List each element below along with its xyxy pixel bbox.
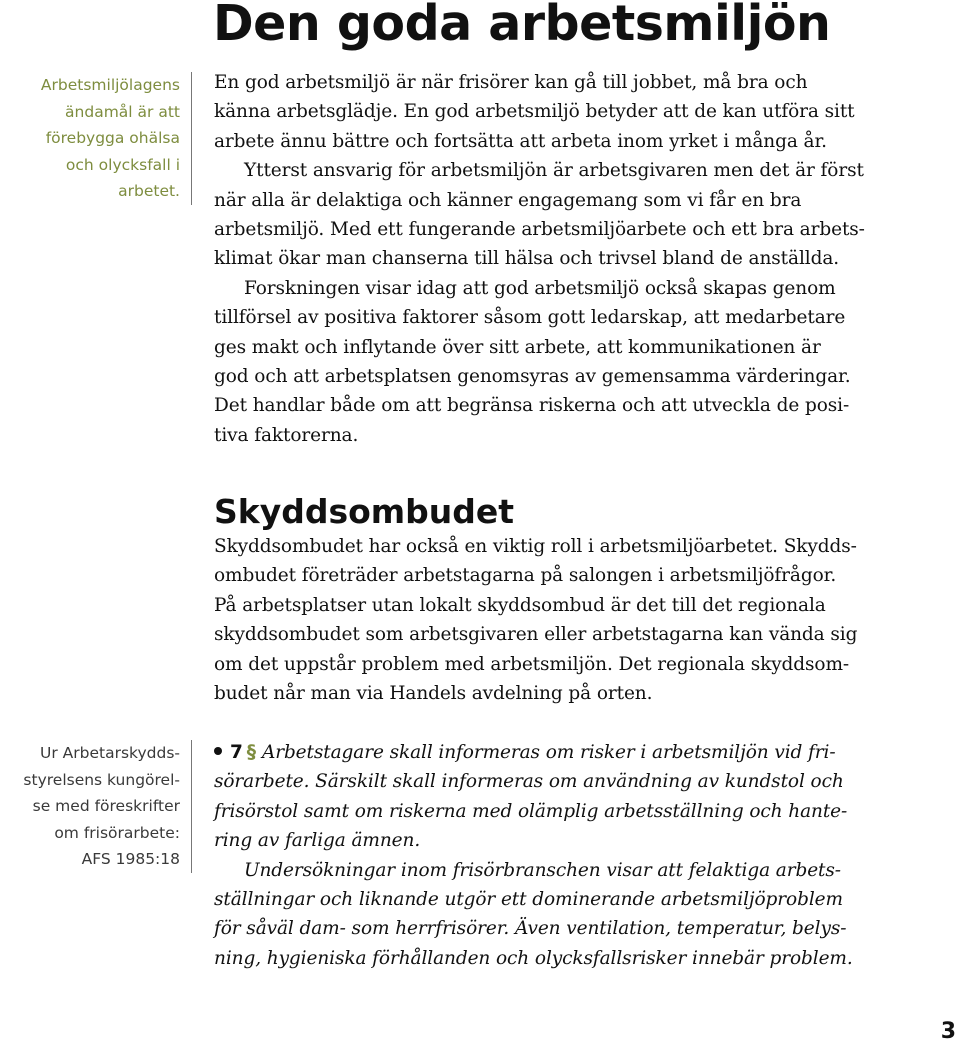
text-line: Ytterst ansvarig för arbetsmiljön är arbetsgivaren men det är först bbox=[244, 160, 864, 182]
text-line: ning, hygieniska förhållanden och olycksfallsrisker innebär problem. bbox=[214, 947, 853, 969]
sidenote-line: AFS 1985:18 bbox=[81, 850, 180, 868]
sidenote-line: styrelsens kungörel- bbox=[23, 770, 180, 789]
sidenote-source bbox=[23, 740, 192, 873]
paragraph-number: 7 bbox=[230, 742, 243, 763]
regulation-first-line bbox=[214, 738, 853, 767]
text-line: Det handlar både om att begränsa riskerna och att utveckla de posi- bbox=[214, 395, 850, 417]
sidenote-line: se med föreskrifter bbox=[32, 797, 180, 815]
text-line: för såväl dam- som herrfrisörer. Även ventilation, temperatur, belys- bbox=[214, 918, 847, 940]
sidenote-line: om frisörarbete: bbox=[54, 823, 180, 842]
text-line: En god arbetsmiljö är när frisörer kan gå till jobbet, må bra och bbox=[214, 72, 808, 93]
page-title: Den goda arbetsmiljön bbox=[213, 0, 831, 52]
text-line: ring av farliga ämnen. bbox=[214, 830, 421, 852]
skyddsombudet-text bbox=[214, 532, 857, 708]
regulation-text bbox=[214, 738, 853, 973]
sidenote-line: och olycksfall i bbox=[65, 155, 180, 174]
text-line: ställningar och liknande utgör ett dominerande arbetsmiljöproblem bbox=[214, 889, 843, 911]
sidenote-line: förebygga ohälsa bbox=[45, 129, 180, 147]
text-line: Forskningen visar idag att god arbetsmiljö också skapas genom bbox=[244, 277, 836, 299]
text-line: På arbetsplatser utan lokalt skyddsombud är det till det regionala bbox=[214, 594, 826, 616]
text-line: när alla är delaktiga och känner engagemang som vi får en bra bbox=[214, 189, 802, 211]
sidenote-purpose bbox=[41, 72, 192, 205]
sidenote-line: arbetet. bbox=[118, 182, 180, 200]
text-line: budet når man via Handels avdelning på orten. bbox=[214, 683, 653, 705]
text-line: tiva faktorerna. bbox=[214, 424, 359, 446]
text-line: sörarbete. Särskilt skall informeras om användning av kundstol och bbox=[214, 771, 844, 793]
text-line: ombudet företräder arbetstagarna på salongen i arbetsmiljöfrågor. bbox=[214, 565, 837, 587]
page-number: 3 bbox=[940, 1019, 956, 1044]
text-line: klimat ökar man chanserna till hälsa och trivsel bland de anställda. bbox=[214, 248, 840, 270]
intro-text bbox=[214, 68, 865, 450]
text-line: god och att arbetsplatsen genomsyras av gemensamma värderingar. bbox=[214, 366, 851, 388]
text-line: om det uppstår problem med arbetsmiljön. Det regionala skyddsom- bbox=[214, 653, 850, 675]
text-line: arbete ännu bättre och fortsätta att arbeta inom yrket i många år. bbox=[214, 130, 827, 152]
text-line: Arbetstagare skall informeras om risker i arbetsmiljön vid fri- bbox=[261, 742, 836, 763]
bullet-icon bbox=[214, 747, 222, 755]
text-line: Skyddsombudet har också en viktig roll i arbetsmiljöarbetet. Skydds- bbox=[214, 536, 857, 557]
sidenote-line: ändamål är att bbox=[65, 102, 180, 121]
text-line: känna arbetsglädje. En god arbetsmiljö betyder att de kan utföra sitt bbox=[214, 101, 855, 123]
text-line: ges makt och inflytande över sitt arbete, att kommunikationen är bbox=[214, 336, 821, 358]
sidenote-line: Arbetsmiljölagens bbox=[40, 76, 180, 94]
text-line: tillförsel av positiva faktorer såsom gott ledarskap, att medarbetare bbox=[214, 307, 846, 329]
section-heading-skyddsombudet: Skyddsombudet bbox=[214, 492, 515, 531]
text-line: skyddsombudet som arbetsgivaren eller arbetstagarna kan vända sig bbox=[214, 624, 858, 646]
text-line: arbetsmiljö. Med ett fungerande arbetsmiljöarbete och ett bra arbets- bbox=[214, 219, 865, 241]
sidenote-line: Ur Arbetarskydds- bbox=[40, 744, 180, 762]
section-sign-icon: § bbox=[246, 742, 256, 763]
text-line: frisörstol samt om riskerna med olämplig arbetsställning och hante- bbox=[214, 800, 848, 822]
text-line: Undersökningar inom frisörbranschen visar att felaktiga arbets- bbox=[244, 859, 841, 881]
